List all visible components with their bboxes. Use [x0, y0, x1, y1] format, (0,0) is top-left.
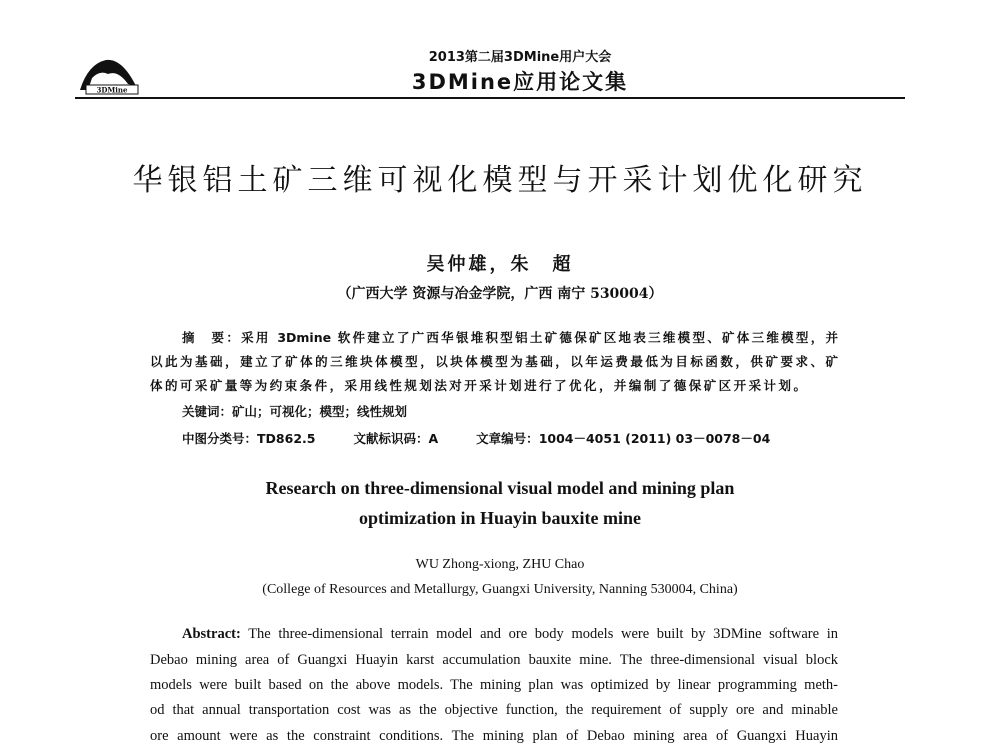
abstract-cn-label: 摘 要：	[182, 330, 242, 345]
affiliation-cn: （广西大学 资源与冶金学院，广西 南宁 530004）	[337, 286, 663, 302]
conference-name: 2013第二届3DMine用户大会	[428, 50, 612, 65]
abstract-cn-line: 体的可采矿量等为约束条件，采用线性规划法对开采计划进行了优化，并编制了德保矿区开采计划。	[150, 378, 806, 393]
abstract-cn-line: 以此为基础，建立了矿体的三维块体模型，以块体模型为基础，以年运费最低为目标函数，供矿要求、矿	[150, 354, 838, 369]
abstract-cn-line: 摘 要：采用 3Dmine 软件建立了广西华银堆积型铝土矿德保矿区地表三维模型、矿体三维模型，并	[182, 330, 838, 345]
affiliation-en: (College of Resources and Metallurgy, Guangxi University, Nanning 530004, China)	[262, 582, 738, 597]
abstract-en-label: Abstract:	[182, 626, 241, 642]
paper-title-en: optimization in Huayin bauxite mine	[358, 508, 642, 528]
svg-text:3DMine: 3DMine	[96, 85, 128, 95]
abstract-en-line: ore amount were as the constraint conditions. The mining plan of Debao mining area of Guangxi Huayin	[150, 728, 838, 744]
classification-line: 中图分类号：TD862.5 文献标识码：A 文章编号：1004－4051 (2011) 03－0078－04	[182, 431, 771, 446]
abstract-en-line: od that annual transportation cost was as the objective function, the requirement of supply ore and minable	[150, 702, 838, 718]
authors-cn: 吴仲雄，朱 超	[426, 254, 574, 275]
paper-title-en: Research on three-dimensional visual model and mining plan	[265, 478, 735, 498]
collection-title: 3DMine应用论文集	[411, 70, 629, 94]
abstract-en-line: Debao mining area of Guangxi Huayin karst accumulation bauxite mine. The three-dimensional visual block	[150, 652, 838, 668]
abstract-en-line: Abstract: The three-dimensional terrain model and ore body models were built by 3DMine software in	[182, 626, 838, 642]
3dmine-logo	[78, 56, 140, 96]
keywords: 关键词：矿山；可视化；模型；线性规划	[182, 404, 408, 419]
abstract-en-line: models were built based on the above models. The mining plan was optimized by linear programming meth-	[150, 677, 838, 693]
authors-en: WU Zhong-xiong, ZHU Chao	[415, 557, 585, 572]
header-divider	[75, 97, 905, 99]
paper-title-cn: 华银铝土矿三维可视化模型与开采计划优化研究	[132, 163, 868, 198]
